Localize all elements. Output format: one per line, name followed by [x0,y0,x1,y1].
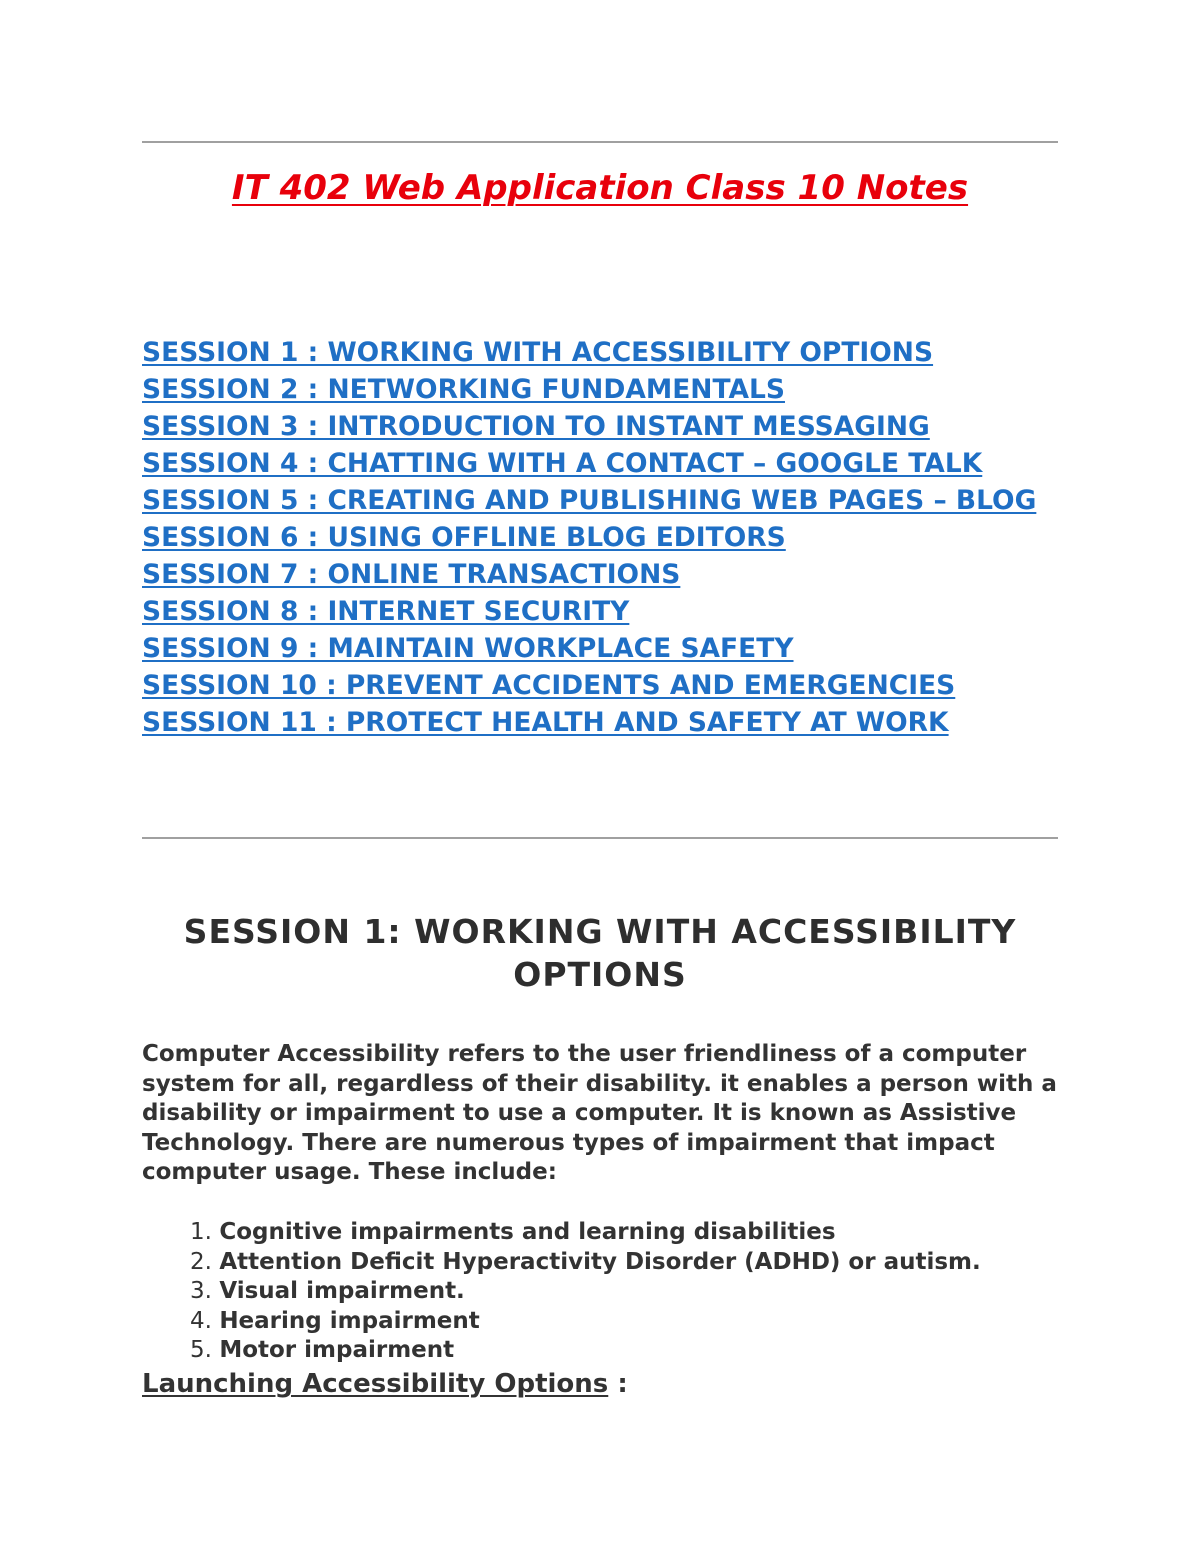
toc-item [142,410,1058,447]
toc-item [142,669,1058,706]
toc-link-session-2[interactable]: SESSION 2 : NETWORKING FUNDAMENTALS [142,374,785,405]
list-number: 1. [190,1219,212,1245]
toc-item [142,521,1058,558]
list-item [142,1248,1058,1278]
toc-link-session-10[interactable]: SESSION 10 : PREVENT ACCIDENTS AND EMERGENCIES [142,670,956,701]
list-number: 5. [190,1337,212,1364]
document-title: IT 402 Web Application Class 10 Notes [231,168,969,208]
toc-item [142,336,1058,373]
toc-link-session-9[interactable]: SESSION 9 : MAINTAIN WORKPLACE SAFETY [142,633,794,664]
list-item [142,1307,1058,1337]
toc-item [142,558,1058,595]
list-number: 3. [190,1278,212,1305]
list-text: Hearing impairment [219,1307,480,1334]
toc-link-session-11[interactable]: SESSION 11 : PROTECT HEALTH AND SAFETY AT WORK [142,707,949,738]
toc-item [142,595,1058,632]
section-heading [142,910,1058,996]
toc-item [142,373,1058,410]
table-of-contents [142,336,1058,743]
toc-link-session-5[interactable]: SESSION 5 : CREATING AND PUBLISHING WEB PAGES – BLOG [142,485,1037,516]
section-divider [142,837,1058,839]
toc-link-session-3[interactable]: SESSION 3 : INTRODUCTION TO INSTANT MESSAGING [142,411,930,442]
toc-link-session-1[interactable]: SESSION 1 : WORKING WITH ACCESSIBILITY OPTIONS [142,337,934,368]
list-text: Cognitive impairments and learning disabilities [219,1219,836,1245]
toc-item [142,632,1058,669]
section-heading-line-2: OPTIONS [513,955,687,994]
toc-link-session-8[interactable]: SESSION 8 : INTERNET SECURITY [142,596,630,627]
toc-link-session-4[interactable]: SESSION 4 : CHATTING WITH A CONTACT – GOOGLE TALK [142,448,983,479]
list-number: 4. [190,1307,212,1334]
toc-item [142,706,1058,743]
list-item [142,1218,1058,1248]
subheading-suffix: : [608,1369,628,1399]
intro-paragraph: Computer Accessibility refers to the user friendliness of a computer system for all, regardless of their disability. it enables a person with a disability or impairment to use a computer. It is known as Assistive Technology. There are numerous types of impairment that impact computer usage. These include: [142,1041,1057,1186]
list-item [142,1336,1058,1366]
impairment-list [142,1218,1058,1366]
launching-accessibility-heading [142,1366,628,1402]
toc-link-session-7[interactable]: SESSION 7 : ONLINE TRANSACTIONS [142,559,681,590]
list-number: 2. [190,1248,212,1275]
list-item [142,1277,1058,1307]
subheading-text: Launching Accessibility Options [142,1369,609,1399]
toc-item [142,447,1058,484]
top-divider [142,141,1058,143]
list-text: Motor impairment [219,1337,455,1364]
list-text: Visual impairment. [219,1278,465,1305]
toc-link-session-6[interactable]: SESSION 6 : USING OFFLINE BLOG EDITORS [142,522,786,553]
list-text: Attention Deficit Hyperactivity Disorder (ADHD) or autism. [219,1248,981,1275]
section-heading-line-1: SESSION 1: WORKING WITH ACCESSIBILITY [183,912,1017,951]
toc-item [142,484,1058,521]
